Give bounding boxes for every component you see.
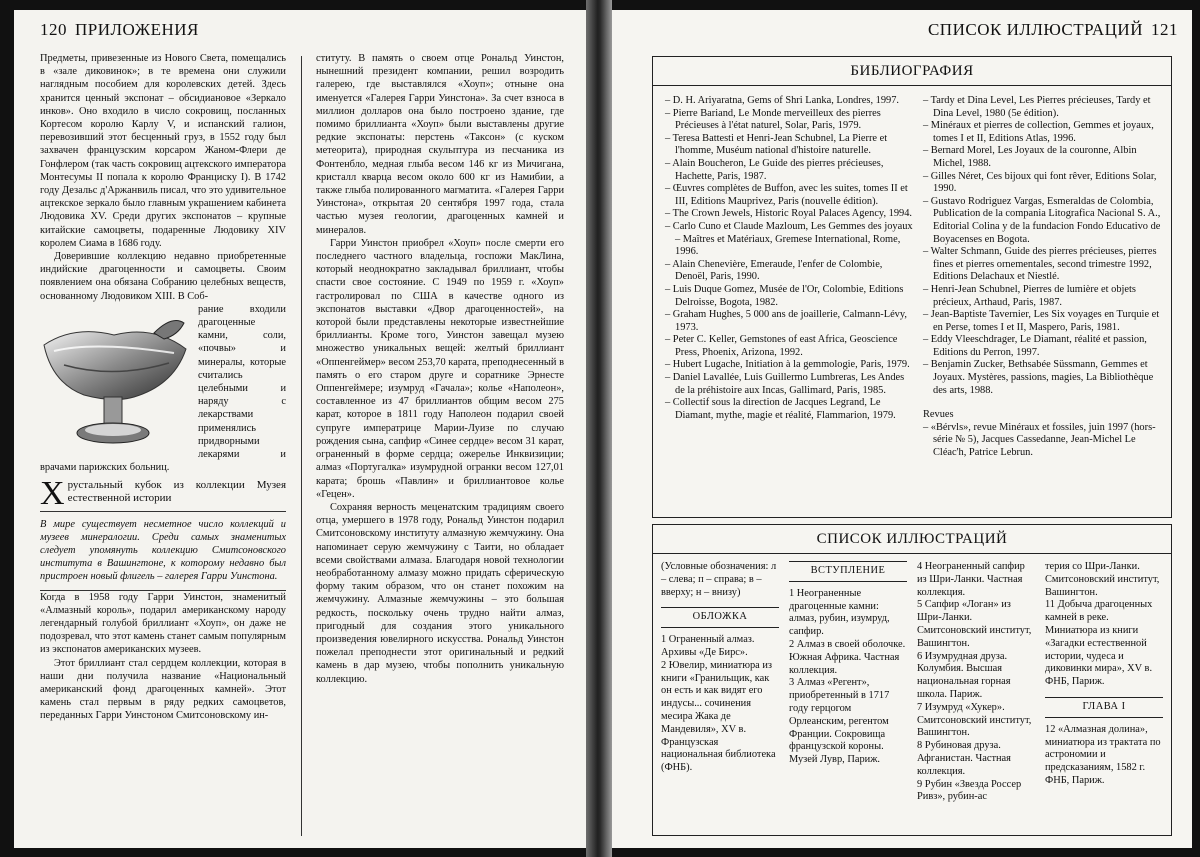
paragraph: рание входили драгоценные камни, соли, «почвы» и минералы, которые считались целебными и наряду с лекарствами применялись придворными лекарями и врачами парижских больниц. [40,303,286,474]
list-item: 1 Ограненный алмаз. Архивы «Де Бирс». [661,634,755,658]
list-item: – Minéraux et pierres de collection, Gemmes et joyaux, tomes I et II, Editions Atlas, 1996. [923,120,1154,144]
right-header-title: СПИСОК ИЛЛЮСТРАЦИЙ [927,20,1143,39]
title-rule [653,85,1171,86]
list-item: 8 Рубиновая друза. Афганистан. Частная коллекция. [917,740,1011,777]
list-item: 1 Неограненные драгоценные камни: алмаз, рубин, изумруд, сапфир. [789,587,890,638]
list-item: – Eddy Vleeschdrager, Le Diamant, réalité et passion, Editions du Perron, 1997. [923,334,1147,358]
right-page [612,10,1192,848]
caption-text: рустальный кубок из коллекции Музея естественной истории [67,478,286,504]
list-item: – Alain Boucheron, Le Guide des pierres précieuses, Hachette, Paris, 1987. [665,157,884,182]
list-item: 12 «Алмазная долина», миниатюра из трактата по астрономии и предсказаниям, 1582 г. ФНБ, Париж. [1045,723,1161,786]
chapter-list [1045,724,1163,788]
illustration-list [1045,561,1163,689]
list-item: – Peter C. Keller, Gemstones of east Africa, Geoscience Press, Phoenix, Arizona, 1992. [665,334,898,358]
legend-note: (Условные обозначения: л – слева; п – справа; в – вверху; н – внизу) [661,561,777,598]
illustrations-title: СПИСОК ИЛЛЮСТРАЦИЙ [816,531,1008,547]
list-item: – Pierre Bariand, Le Monde merveilleux des pierres Précieuses à l'état naturel, Solar, Paris, 1979. [665,107,881,132]
list-item: 3 Алмаз «Регент», приобретенный в 1717 году герцогом Орлеанским, регентом Франции. Сокровища французской короны. Музей Лувр, Париж. [789,677,890,766]
right-running-header [928,20,1178,40]
illustrations-column-4 [1045,561,1163,788]
list-item: – Jean-Baptiste Tavernier, Les Six voyages en Turquie et en Perse, tomes I et II, Maspero, Paris, 1981. [923,309,1160,333]
list-item: – Tardy et Dina Level, Les Pierres précieuses, Tardy et Dina Level, 1980 (5e édition). [923,95,1151,119]
list-item: 5 Сапфир «Логан» из Шри-Ланки. Смитсоновский институт, Вашингтон. [917,599,1032,649]
paragraph: Гарри Уинстон приобрел «Хоуп» после смерти его последнего частного владельца, госпожи МакЛина, который неоднократно закладывал бриллиант, чтобы спасти свое состояние. С 1949 по 1959 г. «Хоуп» гастролировал по США в качестве одного из экспонатов выставки «Двор драгоценностей», на которой были представлены некоторые известнейшие бриллианты. Кроме того, Уинстон завещал музею множество уникальных вещей: желтый бриллиант «Оппенгеймер» весом 253,70 карата, преподнесенный в память о его старом друге и соратнике Эрнесте Оппенгеймере; изумруд «Гачала»; колье «Наполеон», составленное из 47 бриллиантов общим весом 275 карат, которое в 1811 году Наполеон подарил своей супруге императрице Марии-Луизе по случаю рождения сына, сапфир «Синее сердце» весом 31 карат, ограненный в форме сердца; ожерелье Инквизиции; алмаз «Португалка» изумрудной огранки весом 127,01 карата; брошь «Павлин» и бриллиантовое колье «Гецен». [316,237,564,500]
paragraph: ституту. В память о своем отце Рональд Уинстон, нынешний президент компании, решил возродить галерею, где выставлялся «Хоуп»; отныне она именуется «Галерея Гарри Уинстона». За счет взноса в миллион долларов она было построено здание, где помимо бриллианта «Хоуп» были выставлены другие редкие экспонаты: перстень «Таксон» (с куском метеорита), природная скульптура из песчаника из Фонтенбло, медная глыба весом 146 кг из Мичигана, кристалл кварца весом около 600 кг из Намибии, а также глыба полированного магматита. «Галерея Гарри Уинстона», открытая 20 сентября 1997 года, стала частью музея геологии, драгоценных камней и минералов. [316,53,564,236]
list-item: 6 Изумрудная друза. Колумбия. Высшая национальная горная школа. Париж. [917,650,1011,700]
bibliography-column-1 [665,95,915,422]
illustrations-box [652,524,1172,836]
bibliography-column-2 [923,95,1167,460]
illustrations-column-1 [661,561,779,775]
title-rule [653,553,1171,554]
list-item: – Daniel Lavallée, Luis Guillermo Lumbreras, Les Andes de la préhistoire aux Incas, Gallimard, Paris, 1985. [665,372,905,396]
list-item: 9 Рубин «Звезда Россер Ривз», рубин-ас [917,778,1022,803]
crystal-cup-image [40,305,192,455]
list-item: – «Bérvls», revue Minéraux et fossiles, juin 1997 (hors-série № 5), Jacques Cassedanne, Jean-Michel Le Cléac'h, Patrice Lebrun. [923,421,1156,459]
intro-section-heading: ВСТУПЛЕНИЕ [789,561,907,582]
list-item: – Hubert Lugache, Initiation à la gemmologie, Paris, 1979. [665,359,910,371]
left-page [14,10,586,848]
right-page-number: 121 [1151,20,1178,39]
left-running-header [40,20,199,40]
book-gutter [586,0,612,857]
paragraph: Предметы, привезенные из Нового Света, помещались в «зале диковинок»; в те времена они служили наглядным пособием для королевских детей. Здесь хранится ценный экспонат – обсидиановое «Зеркало инков». Оно входило в число сокровищ, посланных Кортесом королю Карлу V, и испанский галион, перевозивший этот бесценный груз, в 1552 году был захвачен французским корсаром Жаном-Флери де Гонфлером (так часть сокровищ ацтекского императора Монтесумы II попала к королю Франциску I). В 1742 году Дезальс д'Аржанвиль писал, что это удивительное ацтекское зеркало было главным украшением кабинета Людовика XV. Среди других экспонатов – крупные китайские самоцветы, подаренные Людовику XIV королем Сиама в 1686 году. [40,53,286,249]
list-item: – D. H. Ariyaratna, Gems of Shri Lanka, Londres, 1997. [665,95,900,106]
list-item: – Graham Hughes, 5 000 ans de joaillerie, Calmann-Lévy, 1973. [665,309,907,333]
paragraph: Когда в 1958 году Гарри Уинстон, знаменитый «Алмазный король», подарил американскому народу легендарный голубой бриллиант «Хоуп», он даже не подозревал, что этот камень станет самым популярным из экспонатов американских музеев. [40,591,286,656]
list-item: 2 Алмаз в своей оболочке. Южная Африка. Частная коллекция. [789,638,906,676]
illustrations-column-3 [917,561,1035,804]
intro-list [789,588,907,767]
paragraph: Доверившие коллекцию недавно приобретенные индийские драгоценности и самоцветы. Своим появлением она обязана Собранию целебных веществ, основанному Людовиком XIII. В Соб- [40,251,286,302]
paragraph: Этот бриллиант стал сердцем коллекции, которая в наши дни получила название «Национальный американский фонд драгоценных камней». Этот камень стал первым в ряду редких самоцветов, переданных Гарри Уинстоном Смитсоновскому ин- [40,657,286,722]
bibliography-list [923,95,1167,397]
paragraph: Сохраняя верность меценатским традициям своего отца, умершего в 1978 году, Рональд Уинстон подарил Смитсоновскому институту алмазную жемчужину. Она напоминает серую жемчужину с Таити, но обладает всеми свойствами алмаза. Благодаря новой технологии необработанному алмазу можно придать сферическую форму таким образом, что он станет похожим на жемчужину. Алмазные жемчужины – это большая редкость, поскольку очень трудно найти алмаз, пригодный для создания этого уникального произведения ювелирного искусства. Рональд Уинстон пожелал преподнести этот оригинальный и редкий камень в дар музею, чтобы пополнить уникальную коллекцию. [316,501,564,685]
list-item: – Bernard Morel, Les Joyaux de la couronne, Albin Michel, 1988. [923,145,1137,169]
left-column-1 [40,52,286,842]
chapter-section-heading: ГЛАВА I [1045,697,1163,718]
figure-caption [40,474,286,512]
list-item: – Walter Schmann, Guide des pierres précieuses, pierres fines et pierres ornementales, second trimestre 1992, Editions Delachaux et Niestlé. [923,246,1157,283]
list-item: – Henri-Jean Schubnel, Pierres de lumière et objets précieux, Arthaud, Paris, 1987. [923,283,1136,308]
drop-cap: Х [40,474,65,512]
list-item: – Gustavo Rodriguez Vargas, Esmeraldas de Colombia, Publication de la compania Litografica Nacional S. A., Editorial Colina y de la fundacion Fondo Educativo de Boyacenses en Bogota. [923,195,1161,245]
bibliography-title: БИБЛИОГРАФИЯ [850,63,974,79]
cover-section-heading: ОБЛОЖКА [661,607,779,628]
list-item: – Œuvres complètes de Buffon, avec les suites, tomes II et III, Editions Mauprivez, Paris (nouvelle édition). [665,183,908,207]
list-item: терия со Шри-Ланки. Смитсоновский институт, Вашингтон. [1045,561,1160,598]
illustrations-column-2 [789,561,907,767]
list-item: 7 Изумруд «Хукер». Смитсоновский институт, Вашингтон. [917,701,1032,739]
bibliography-box [652,56,1172,518]
italic-intro: В мире существует несметное число коллекций и музеев минералогии. Среди самых знаменитых следует упомянуть коллекцию Смитсоновского института в Вашингтоне, к которому недавно был пристроен новый флигель – галерея Гарри Уинстона. [40,518,286,591]
revues-label: Revues [923,409,954,421]
illustration-list [917,561,1035,804]
list-item: – Benjamin Zucker, Bethsabée Süssmann, Gemmes et Joyaux. Mystères, passions, magies, La Bibliothèque des arts, 1988. [923,359,1154,396]
list-item: – Luis Duque Gomez, Musée de l'Or, Colombie, Editions Delroisse, Bogota, 1982. [665,283,904,308]
list-item: – Alain Chenevière, Emeraude, l'enfer de Colombie, Denoël, Paris, 1990. [665,258,883,283]
cover-list [661,634,779,775]
list-item: – Collectif sous la direction de Jacques Legrand, Le Diamant, mythe, magie et réalité, Flammarion, 1979. [665,397,896,421]
list-item: – The Crown Jewels, Historic Royal Palaces Agency, 1994. [665,208,913,220]
list-item: 11 Добыча драгоценных камней в реке. Миниатюра из книги «Загадки естественной истории, чудеса и диковинки мира», XV в. ФНБ, Париж. [1045,599,1153,688]
list-item: – Teresa Battesti et Henri-Jean Schubnel, La Pierre et l'homme, Muséum national d'histoire naturelle. [665,132,888,157]
left-column-2 [316,52,564,842]
list-item: – Gilles Néret, Ces bijoux qui font rêver, Editions Solar, 1990. [923,170,1157,195]
left-header-title: ПРИЛОЖЕНИЯ [75,20,199,39]
left-page-number: 120 [40,20,67,39]
column-divider [301,56,302,836]
revues-list [923,422,1167,460]
list-item: 4 Неограненный сапфир из Шри-Ланки. Частная коллекция. [917,561,1025,598]
list-item: 2 Ювелир, миниатюра из книги «Гранильщик, как он есть и как видят его индусы... сочинения месира Жака де Мандевиля», XV в. Французская национальная библиотека (ФНБ). [661,659,776,774]
list-item: – Carlo Cuno et Claude Mazloum, Les Gemmes des joyaux – Maîtres et Matériaux, Gremese International, Rome, 1996. [665,220,913,258]
